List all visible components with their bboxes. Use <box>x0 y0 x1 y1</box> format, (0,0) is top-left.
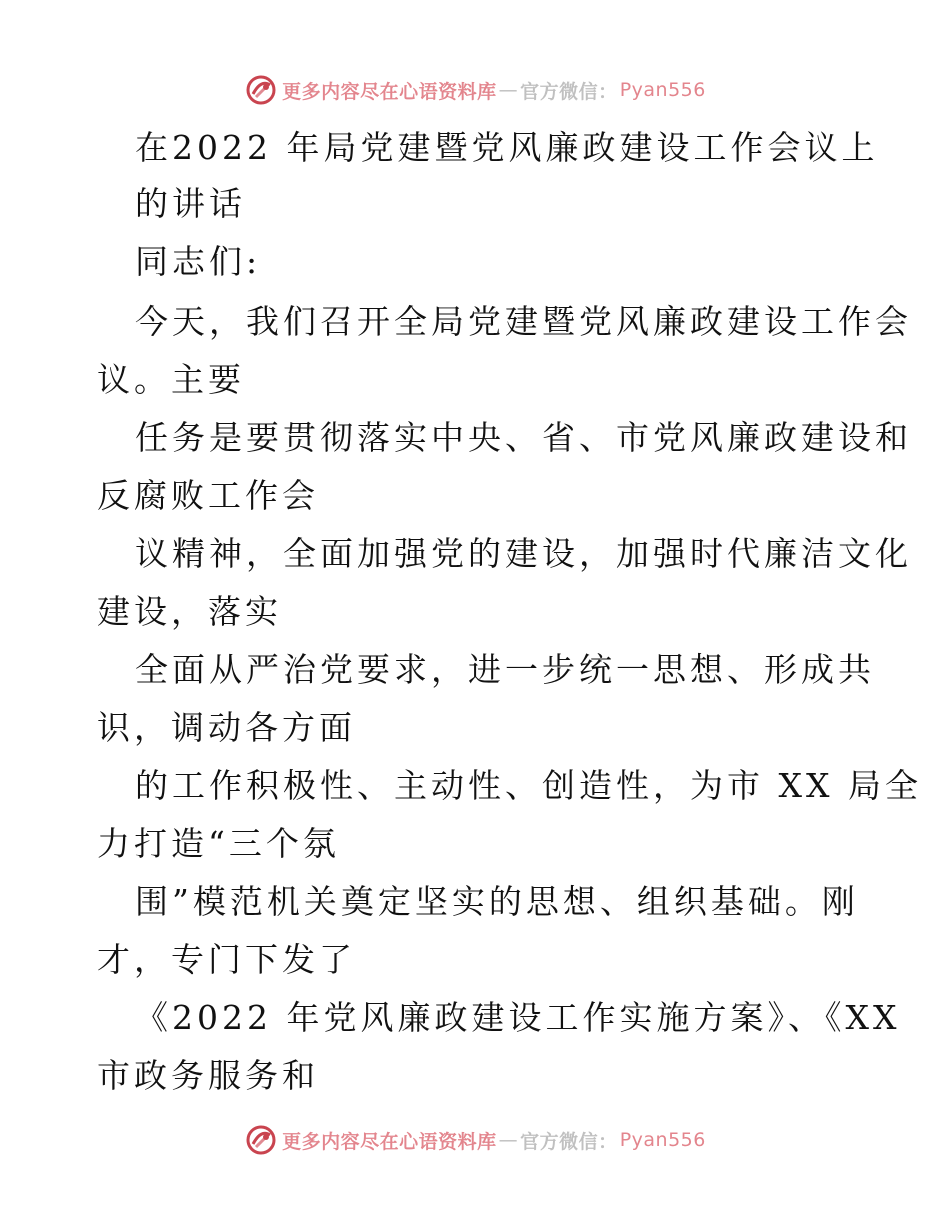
red-swirl-logo-icon <box>244 1123 278 1157</box>
body-line-9: 的工作积极性、主动性、创造性，为市 XX 局全 <box>135 766 922 805</box>
body-line-8: 识，调动各方面 <box>97 708 356 747</box>
red-swirl-logo-icon <box>244 73 278 107</box>
body-line-10: 力打造“三个氛 <box>97 824 340 863</box>
title-line-2: 的讲话 <box>135 184 246 223</box>
watermark-banner-bottom <box>0 1120 950 1160</box>
salutation: 同志们: <box>135 242 262 281</box>
watermark-text: 更多内容尽在心语资料库 <box>282 80 497 103</box>
watermark-id: Pyan556 <box>619 79 706 101</box>
watermark-dash: — <box>498 1129 519 1151</box>
body-line-4: 反腐败工作会 <box>97 476 319 515</box>
body-line-12: 才，专门下发了 <box>97 940 356 979</box>
body-line-11: 围”模范机关奠定坚实的思想、组织基础。刚 <box>135 882 859 921</box>
body-line-13: 《2022 年党风廉政建设工作实施方案》、《XX <box>135 998 901 1037</box>
body-line-1: 今天，我们召开全局党建暨党风廉政建设工作会 <box>135 302 912 341</box>
body-line-3: 任务是要贯彻落实中央、省、市党风廉政建设和 <box>135 418 912 457</box>
watermark-id: Pyan556 <box>619 1129 706 1151</box>
body-line-5: 议精神，全面加强党的建设，加强时代廉洁文化 <box>135 534 912 573</box>
title-line-1: 在2022 年局党建暨党风廉政建设工作会议上 <box>135 128 879 167</box>
body-line-6: 建设，落实 <box>97 592 282 631</box>
body-line-7: 全面从严治党要求，进一步统一思想、形成共 <box>135 650 875 689</box>
watermark-text: 更多内容尽在心语资料库 <box>282 1130 497 1153</box>
watermark-sub: 官方微信： <box>520 1130 618 1153</box>
body-line-2: 议。主要 <box>97 360 245 399</box>
body-line-14: 市政务服务和 <box>97 1056 319 1095</box>
watermark-banner-top <box>0 70 950 110</box>
watermark-sub: 官方微信： <box>520 80 618 103</box>
watermark-dash: — <box>498 79 519 101</box>
